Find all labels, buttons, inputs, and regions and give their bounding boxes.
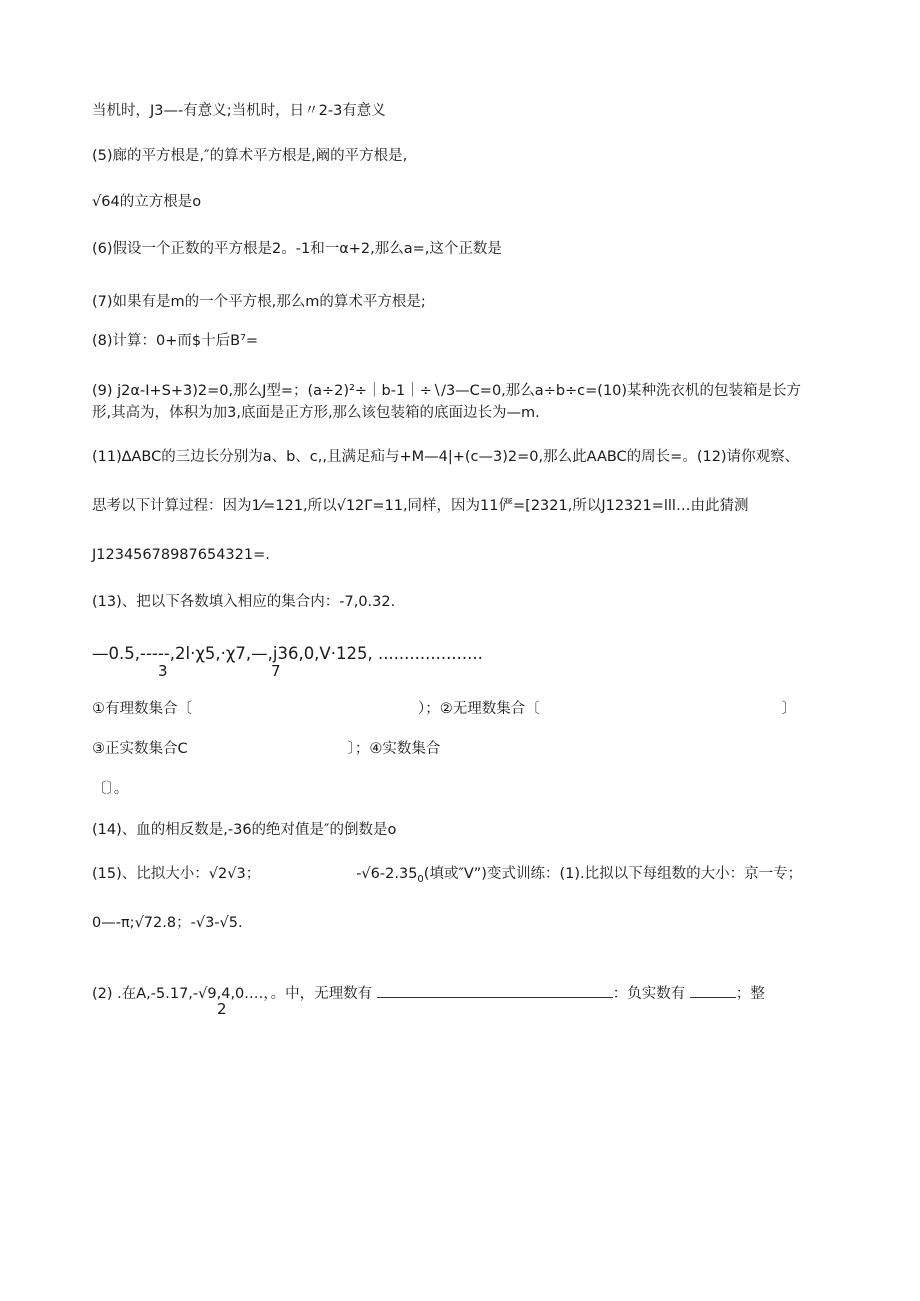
line-16: 〔〕。 xyxy=(92,781,129,797)
line-12-q13: (13)、把以下各数填入相应的集合内：-7,0.32. xyxy=(92,594,396,610)
fraction-denominator-2: 2 xyxy=(217,1000,227,1018)
subscript-zero: 0 xyxy=(417,874,424,885)
fraction-denominator-3: 3 xyxy=(158,662,168,680)
irrational-answer-blank[interactable] xyxy=(377,983,613,998)
real-set-label: 〕；④实数集合 xyxy=(347,741,441,757)
line-2-q5: (5)廊的平方根是,″的算术平方根是,阚的平方根是, xyxy=(92,148,408,164)
line-18-q15 xyxy=(92,864,802,886)
line-17-q14: (14)、血的相反数是,-36的绝对值是″的倒数是o xyxy=(92,822,397,838)
positive-real-set-label: ③正实数集合C xyxy=(92,741,188,757)
line-4-q6: (6)假设一个正数的平方根是2。-1和一α+2,那么a=,这个正数是 xyxy=(92,241,502,257)
variant-training-text: (填或″V”)变式训练：(1).比拟以下每组数的大小：京一专； xyxy=(423,866,803,882)
negative-real-label: ：负实数有 xyxy=(612,986,686,1002)
line-14-sets xyxy=(92,699,796,719)
line-20-q2 xyxy=(92,983,765,1004)
line-11: J12345678987654321=. xyxy=(92,547,270,563)
line-19: 0—-π;√72.8；-√3-√5. xyxy=(92,915,243,931)
negative-real-answer-blank[interactable] xyxy=(690,983,736,998)
line-8-q10: 形,其高为，体积为加3,底面是正方形,那么该包装箱的底面边长为—m. xyxy=(92,405,540,421)
rational-set-label: ①有理数集合〔 xyxy=(92,701,192,717)
line-9-q11: (11)∆ABC的三边长分别为a、b、c,,且满足疝与+M—4|+(c—3)2=0,那么此AABC的周长=。(12)请你观察、 xyxy=(92,449,800,465)
line-15-sets xyxy=(92,739,440,759)
line-5-q7: (7)如果有是m的一个平方根,那么m的算术平方根是; xyxy=(92,294,426,310)
line-6-q8: (8)计算：0+而$十后B⁷= xyxy=(92,333,259,349)
irrational-set-label: ）；②无理数集合〔 xyxy=(418,701,540,717)
compare-label: (15)、比拟大小：√2√3； xyxy=(92,866,261,882)
line-7-q9: (9) j2α-I+S+3)2=0,那么J型=；(a÷2)²÷｜b-1｜÷∖/3—C=0,那么a÷b÷c=(10)某种洗衣机的包装箱是长方 xyxy=(92,383,802,399)
integer-label: ；整 xyxy=(735,986,765,1002)
set-close-bracket: 〕 xyxy=(781,701,797,717)
line-10-q12: 思考以下计算过程：因为1⁄=121,所以√12Γ=11,同样，因为11俨=[2321,所以J12321=lll…由此猜测 xyxy=(92,498,749,514)
fraction-denominator-7: 7 xyxy=(271,662,281,680)
irrational-question: (2) .在A,-5.17,-√9,4,0.…，。中，无理数有 xyxy=(92,986,373,1002)
line-13-numbers: —0.5,-----,2l·χ5,·χ7,—,j36,0,V·125, .................... xyxy=(92,644,483,663)
line-3: √64的立方根是o xyxy=(92,194,202,210)
line-1: 当机时，J3—-有意义;当机时，日〃2-3有意义 xyxy=(92,103,386,119)
compare-expression: -√6-2.35 xyxy=(356,866,418,882)
